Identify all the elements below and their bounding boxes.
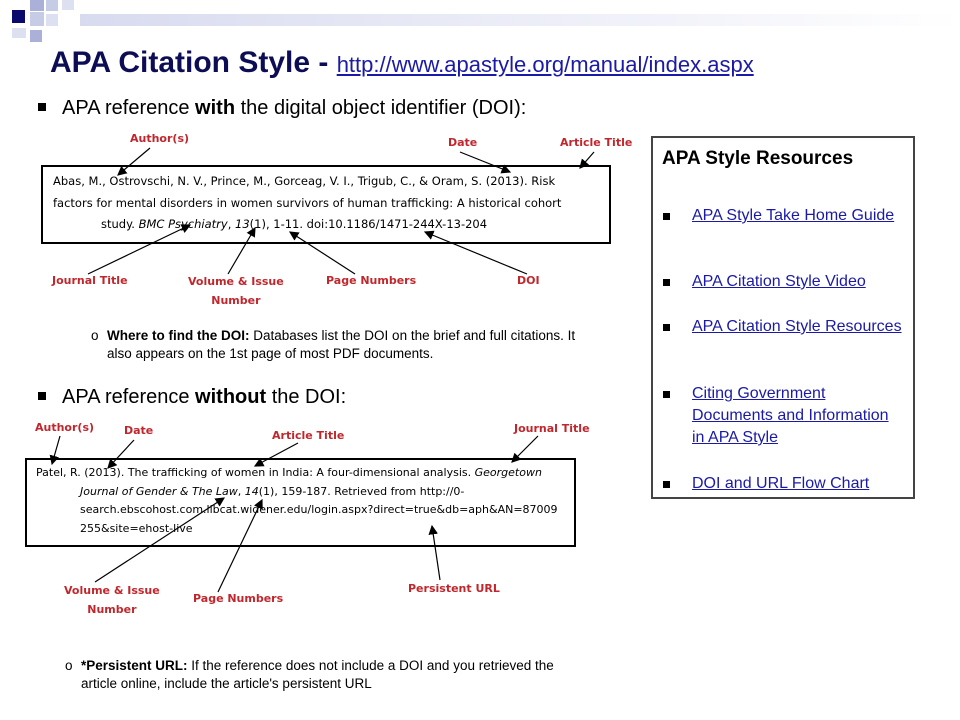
arrow-journal-title-1 — [88, 225, 190, 274]
label-journal-title-2: Journal Title — [514, 422, 590, 435]
circle-bullet-icon: o — [65, 658, 73, 673]
arrow-persistent-url — [432, 526, 440, 580]
resources-heading: APA Style Resources — [662, 148, 854, 169]
bullet-icon — [663, 324, 670, 331]
resource-item — [663, 205, 903, 227]
arrow-authors-2 — [52, 436, 60, 464]
apa-manual-link[interactable]: http://www.apastyle.org/manual/index.aspx — [336, 52, 754, 77]
arrow-date-1 — [460, 152, 510, 172]
resource-item — [663, 473, 903, 495]
apa-resources-panel — [651, 136, 915, 499]
label-authors-2: Author(s) — [35, 421, 95, 434]
page-title-text: APA Citation Style - — [50, 46, 337, 79]
bullet-icon — [663, 213, 670, 220]
label-article-title-2: Article Title — [272, 429, 345, 442]
arrow-page-numbers-2 — [218, 500, 262, 592]
resource-item — [663, 383, 903, 449]
url-reference-example: Patel, R. (2013). The trafficking of women in India: A four-dimensional analysis. Georgetown Journal of Gender & The Law, 14(1), 159-187. Retrieved from http://0- search.ebscohost.com.libcat.widener.edu/login.aspx?direct=true&db=aph&AN=87009 255&site=ehost-live — [25, 458, 576, 547]
arrow-doi — [425, 232, 527, 274]
arrow-volume-1 — [228, 228, 255, 274]
label-article-title-1: Article Title — [560, 136, 633, 149]
resource-link-doi-flow-chart[interactable]: DOI and URL Flow Chart — [692, 475, 870, 492]
label-page-numbers-2: Page Numbers — [193, 592, 284, 605]
label-doi: DOI — [517, 274, 540, 287]
label-journal-title-1: Journal Title — [52, 274, 128, 287]
label-volume-issue-2: Volume & Issue Number — [64, 584, 160, 616]
label-page-numbers-1: Page Numbers — [326, 274, 417, 287]
doi-location-note: o Where to find the DOI: Databases list the DOI on the brief and full citations. It also appears on the 1st page of most PDF documents. — [91, 328, 576, 361]
label-volume-issue-1: Volume & Issue Number — [188, 275, 284, 307]
section-without-doi-heading: APA reference without the DOI: — [38, 386, 346, 409]
arrow-date-2 — [108, 440, 134, 468]
arrow-page-numbers-1 — [290, 232, 355, 274]
bullet-icon — [663, 481, 670, 488]
arrow-article-title-1 — [580, 152, 594, 168]
resource-item — [663, 316, 903, 338]
label-persistent-url: Persistent URL — [408, 582, 500, 595]
resource-link-citation-video[interactable]: APA Citation Style Video — [692, 273, 866, 290]
arrow-article-title-2 — [255, 443, 298, 466]
bullet-icon — [663, 391, 670, 398]
arrow-journal-title-2 — [512, 436, 538, 462]
resource-link-citation-resources[interactable]: APA Citation Style Resources — [692, 318, 902, 335]
label-date-1: Date — [448, 136, 478, 149]
resource-link-take-home-guide[interactable]: APA Style Take Home Guide — [692, 207, 895, 224]
persistent-url-note: o *Persistent URL: If the reference does not include a DOI and you retrieved the article online, include the article's persistent URL — [65, 658, 554, 691]
label-authors-1: Author(s) — [130, 132, 190, 145]
arrow-volume-2 — [95, 498, 224, 582]
arrow-authors-1 — [118, 148, 150, 175]
resource-link-government-documents[interactable]: Citing Government Documents and Information in APA Style — [692, 385, 889, 446]
doi-reference-example: Abas, M., Ostrovschi, N. V., Prince, M., Gorceag, V. I., Trigub, C., & Oram, S. (2013). Risk factors for mental disorders in women survivors of human trafficking: A historical cohort study. BMC Psychiatry, 13(1), 1-11. doi:10.1186/1471-244X-13-204 — [41, 165, 611, 244]
label-date-2: Date — [124, 424, 154, 437]
bullet-icon — [663, 279, 670, 286]
section-with-doi-heading: APA reference with the digital object identifier (DOI): — [38, 97, 526, 120]
circle-bullet-icon: o — [91, 328, 99, 343]
resource-item — [663, 271, 903, 293]
